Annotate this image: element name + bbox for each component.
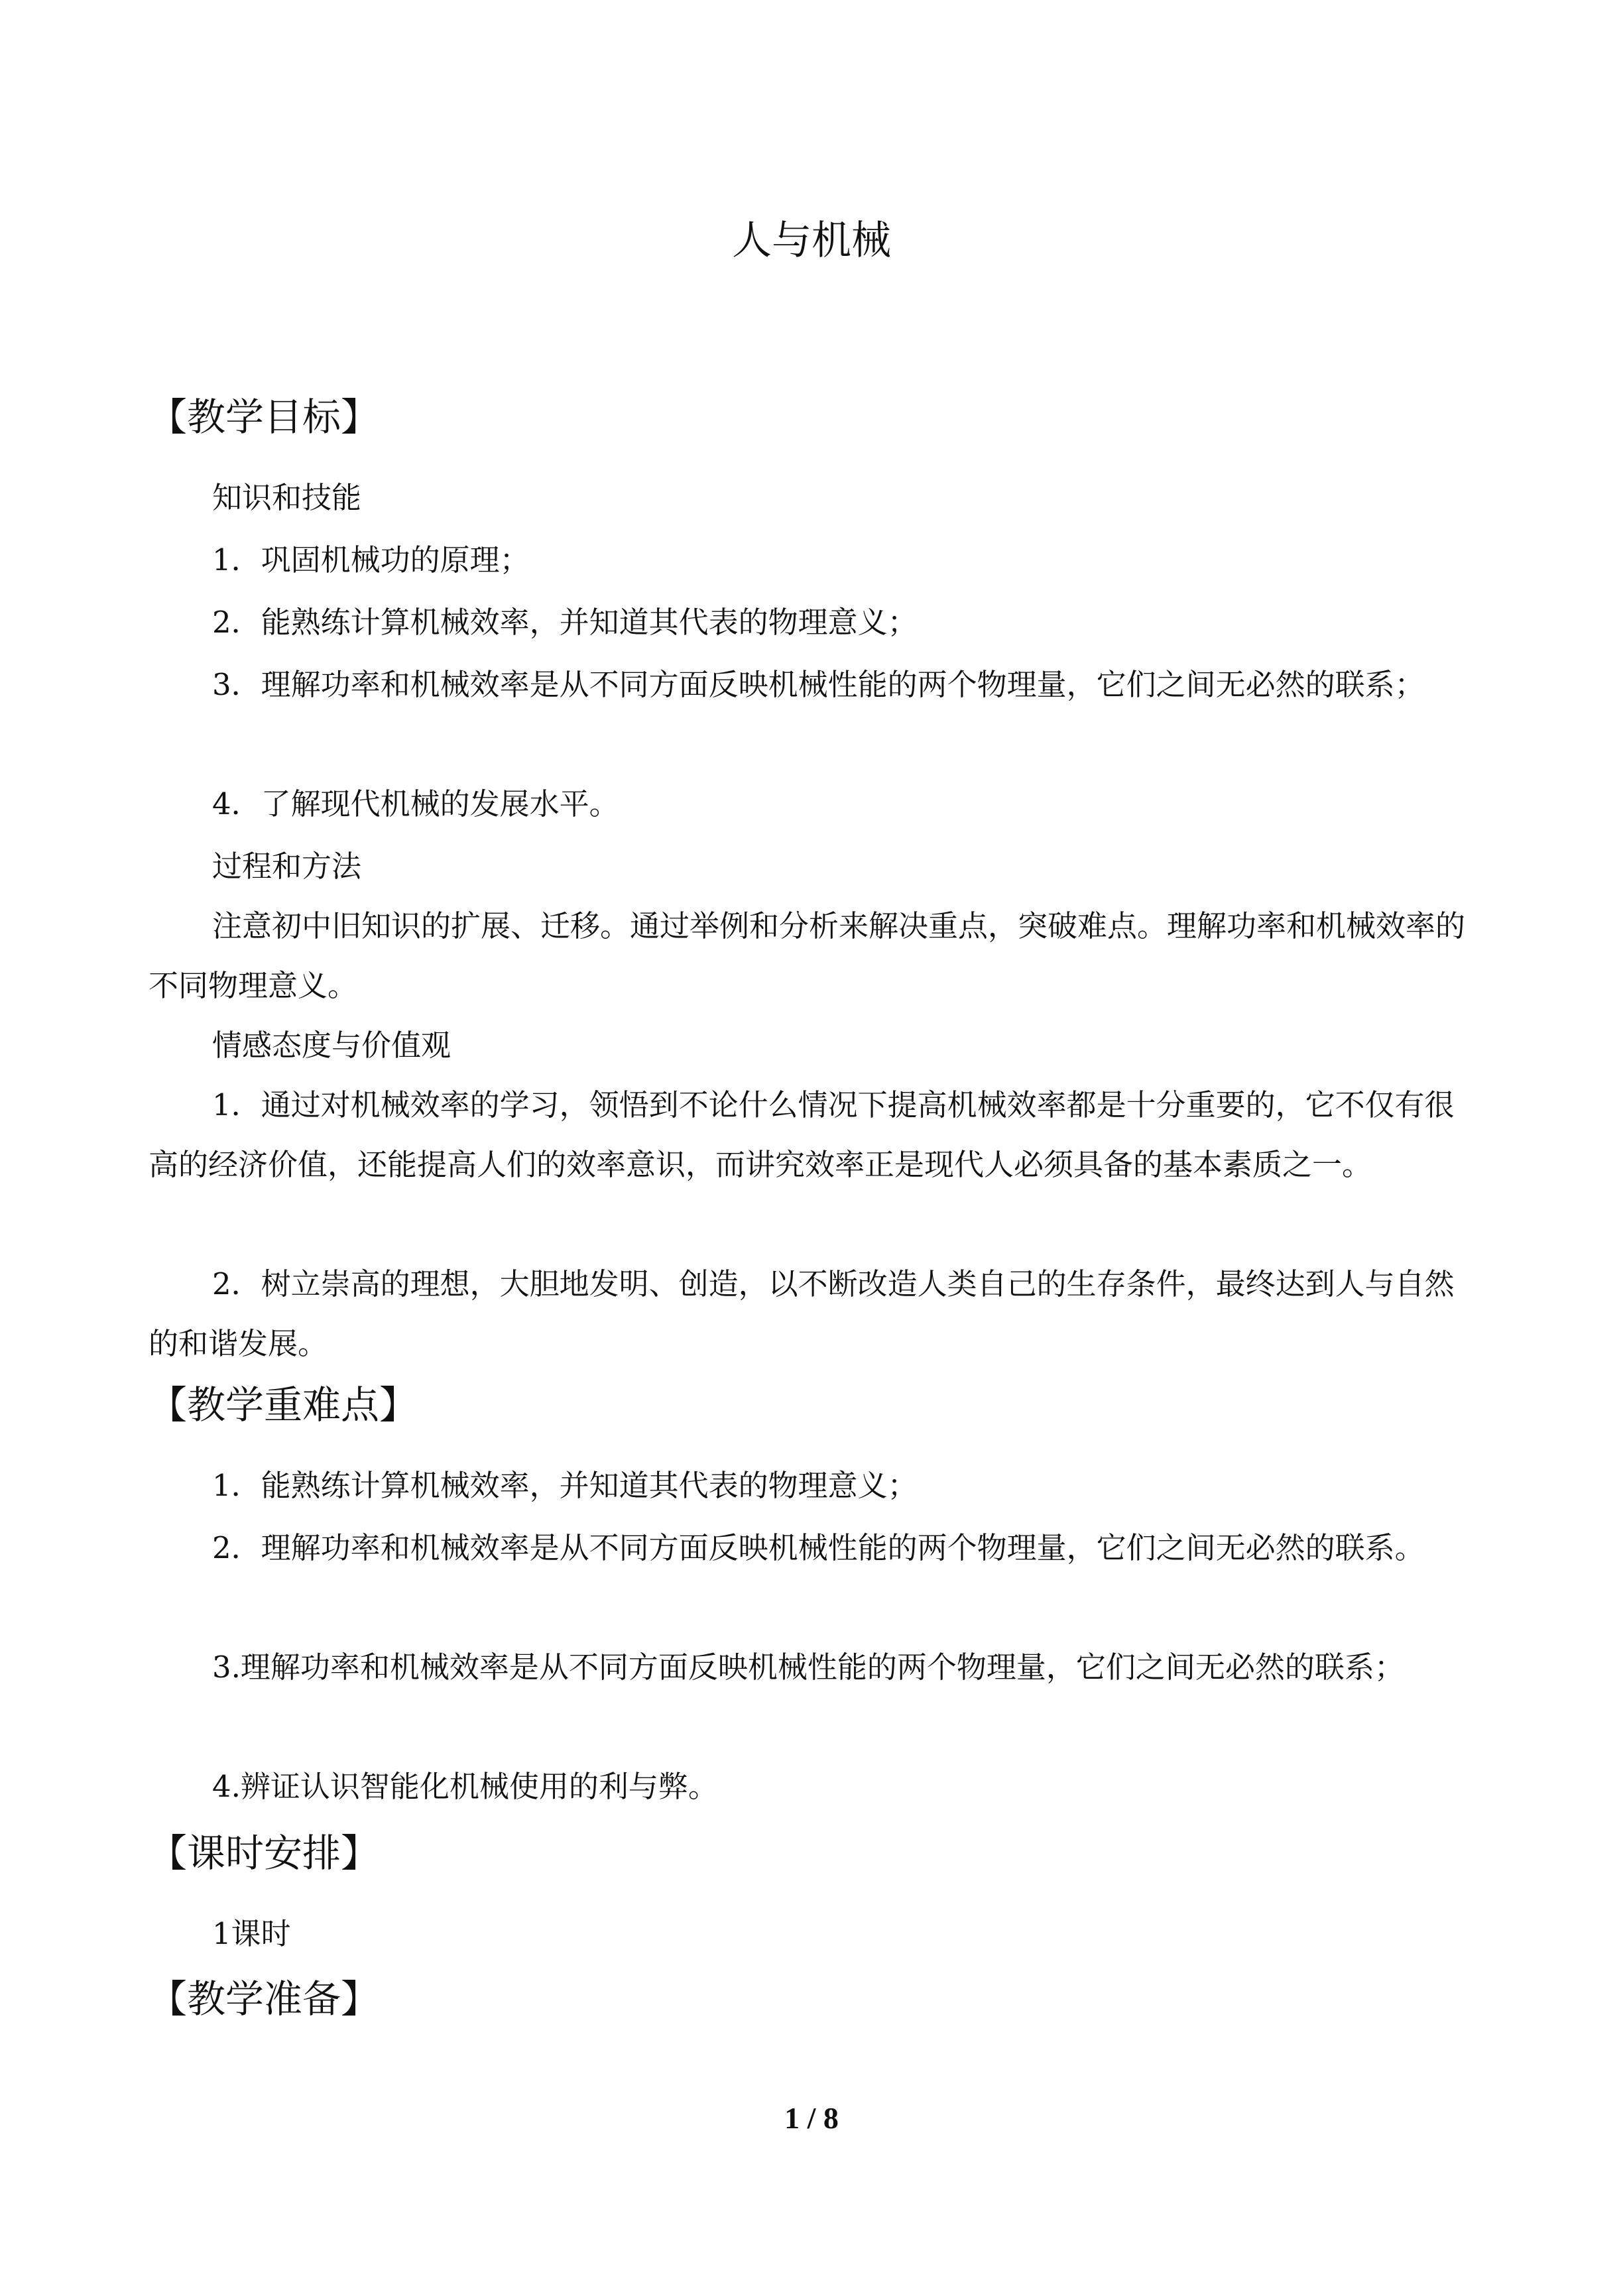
objective-k4: 4．了解现代机械的发展水平。 bbox=[212, 786, 619, 821]
keypoint-d4: 4.辨证认识智能化机械使用的利与弊。 bbox=[212, 1769, 718, 1804]
objective-k1: 1．巩固机械功的原理； bbox=[212, 542, 530, 577]
page-title: 人与机械 bbox=[732, 217, 891, 264]
keypoint-d2: 2．理解功率和机械效率是从不同方面反映机械性能的两个物理量，它们之间无必然的联系。 bbox=[212, 1530, 1425, 1565]
objective-e1: 1．通过对机械效率的学习，领悟到不论什么情况下提高机械效率都是十分重要的，它不仅有很高的经济价值，还能提高人们的效率意识，而讲究效率正是现代人必须具备的基本素质之一。 bbox=[149, 1087, 1455, 1182]
objective-e2: 2．树立崇高的理想，大胆地发明、创造，以不断改造人类自己的生存条件，最终达到人与自然的和谐发展。 bbox=[149, 1266, 1455, 1361]
label-knowledge: 知识和技能 bbox=[212, 480, 362, 515]
heading-key-points: 【教学重难点】 bbox=[149, 1382, 418, 1427]
label-emotion: 情感态度与价值观 bbox=[212, 1028, 451, 1063]
schedule-text: 1课时 bbox=[212, 1916, 291, 1951]
keypoint-d3: 3.理解功率和机械效率是从不同方面反映机械性能的两个物理量，它们之间无必然的联系； bbox=[212, 1650, 1404, 1685]
heading-objectives: 【教学目标】 bbox=[149, 394, 380, 440]
objective-k3: 3．理解功率和机械效率是从不同方面反映机械性能的两个物理量，它们之间无必然的联系； bbox=[212, 667, 1425, 702]
keypoint-d1: 1．能熟练计算机械效率，并知道其代表的物理意义； bbox=[212, 1468, 918, 1503]
page-number: 1 / 8 bbox=[784, 2101, 839, 2135]
objective-p1: 注意初中旧知识的扩展、迁移。通过举例和分析来解决重点，突破难点。理解功率和机械效率的不同物理意义。 bbox=[149, 908, 1466, 1003]
label-process: 过程和方法 bbox=[212, 849, 362, 884]
heading-schedule: 【课时安排】 bbox=[149, 1831, 380, 1876]
heading-preparation: 【教学准备】 bbox=[149, 1976, 380, 2022]
objective-k2: 2．能熟练计算机械效率，并知道其代表的物理意义； bbox=[212, 605, 918, 640]
